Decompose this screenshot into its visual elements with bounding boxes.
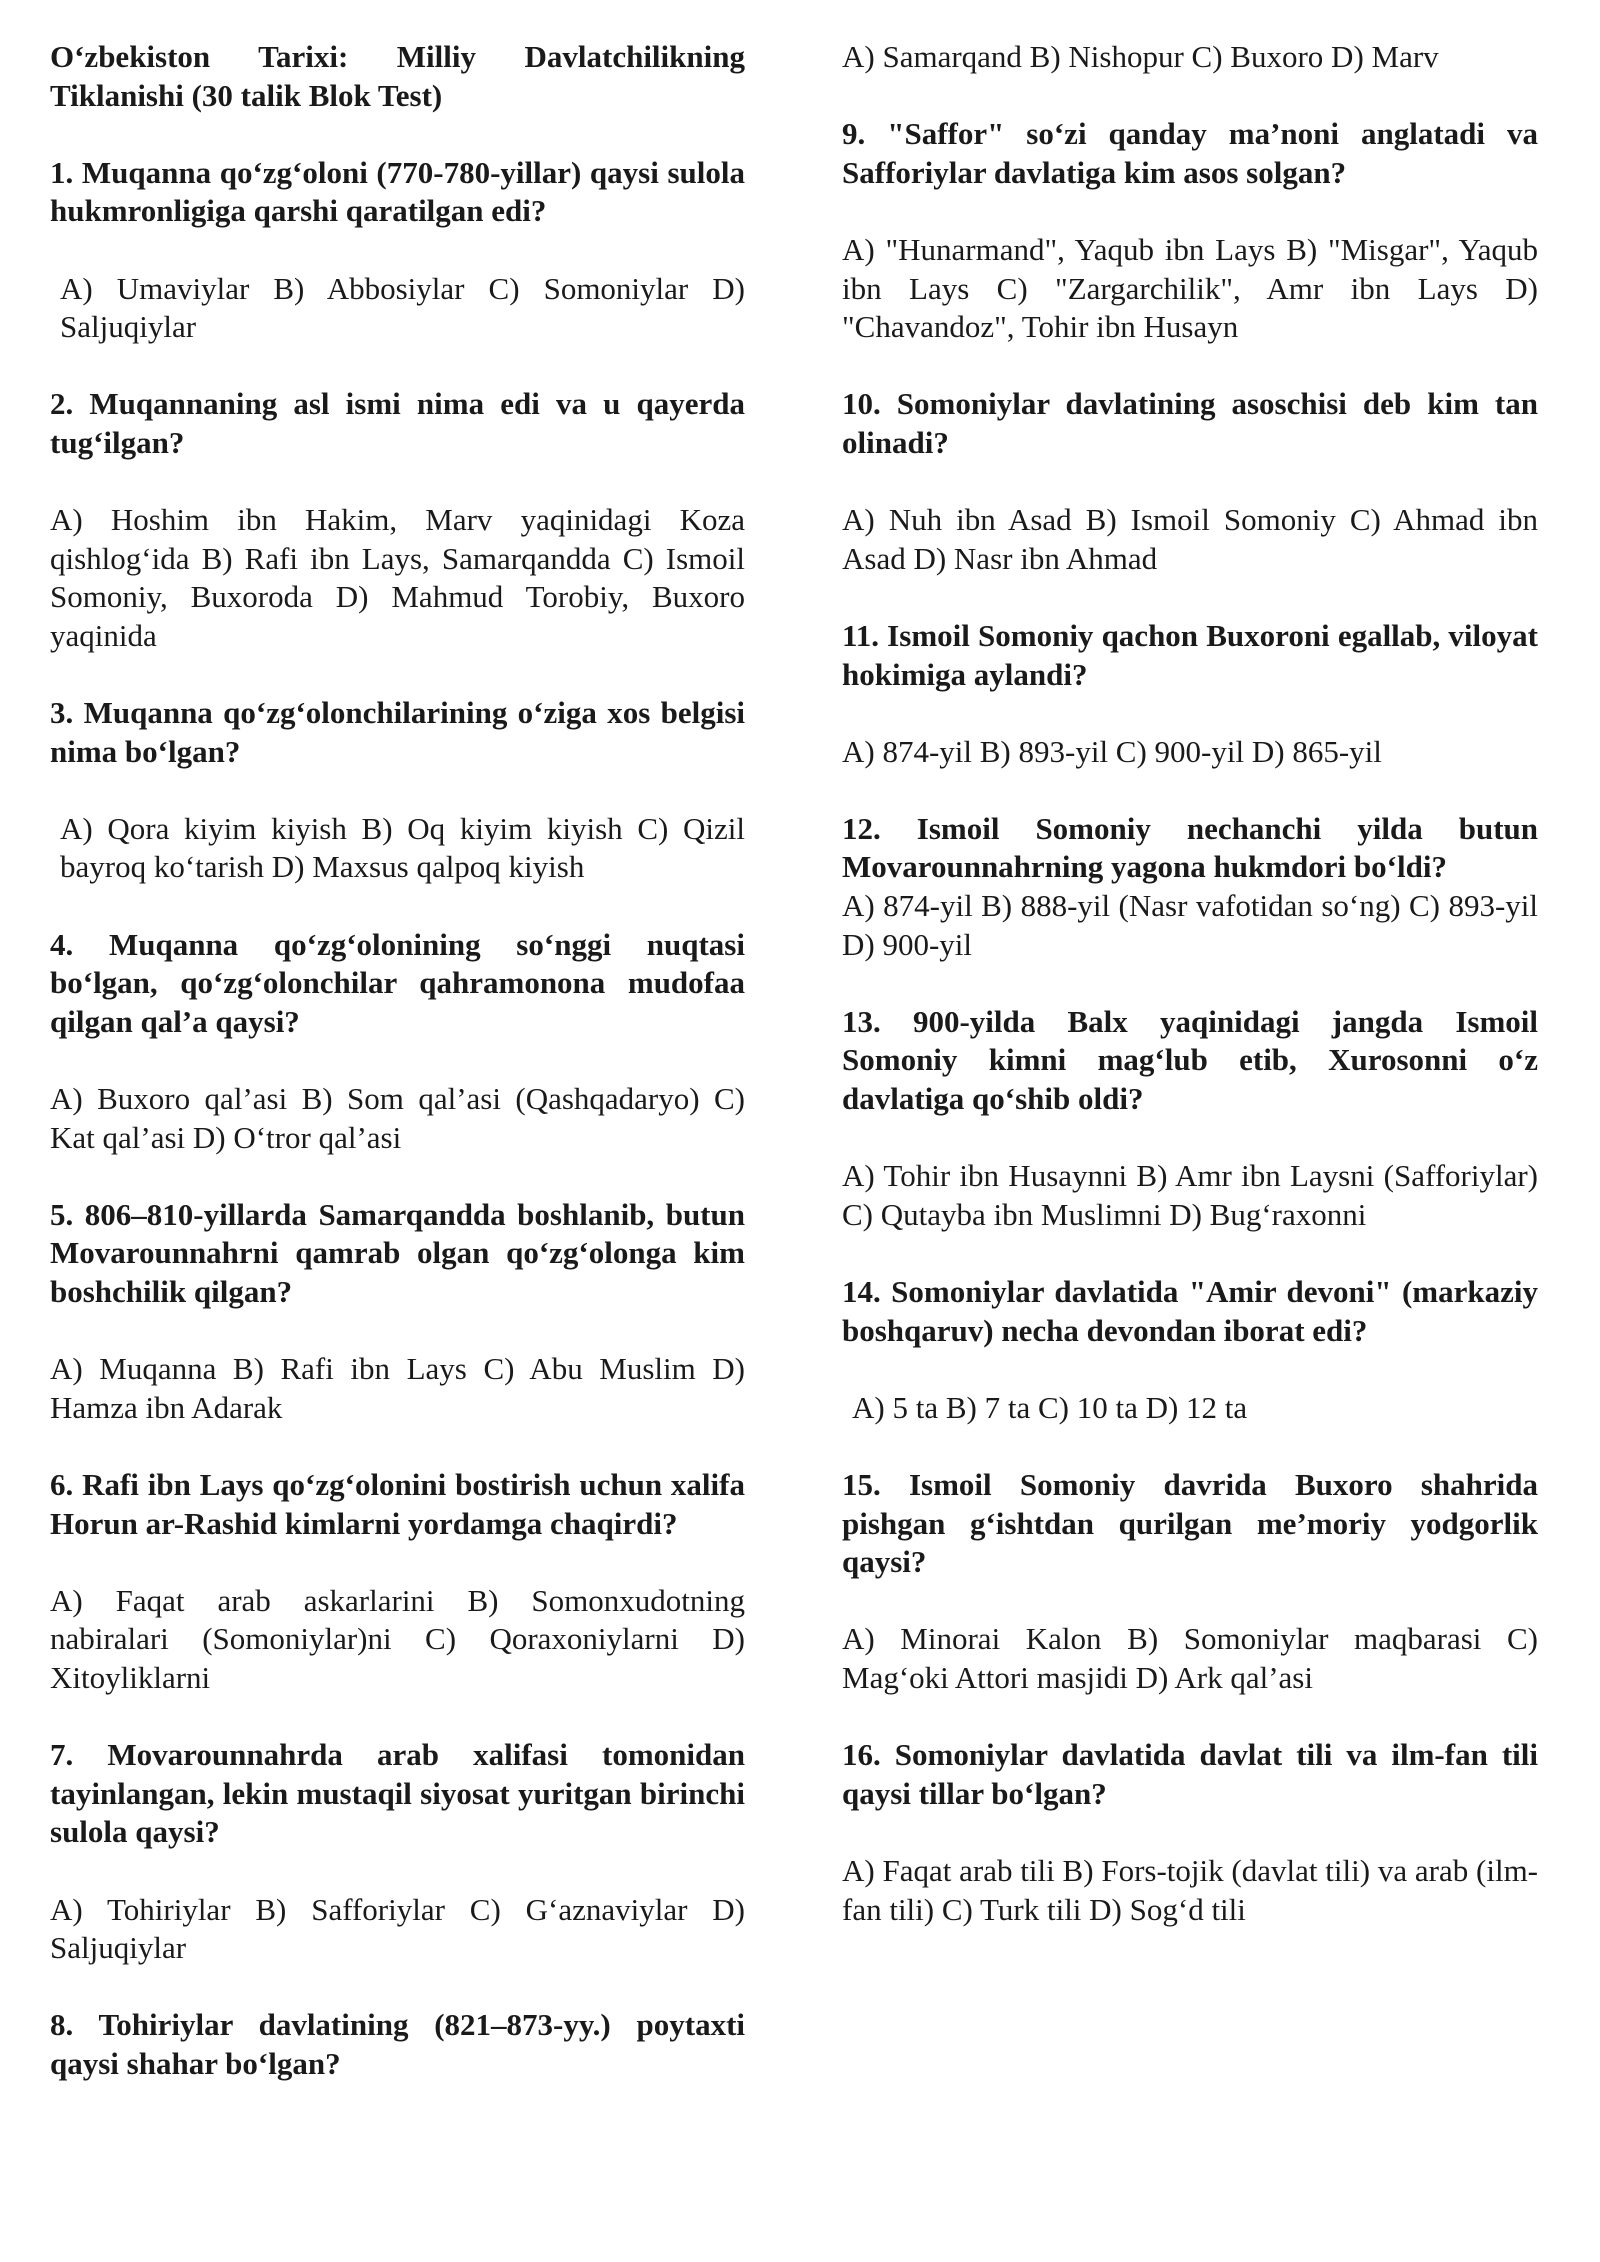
question-14: 14. Somoniylar davlatida "Amir devoni" (markaziy boshqaruv) necha devondan iborat edi? — [842, 1274, 1538, 1348]
left-column — [50, 38, 745, 2122]
options-7: A) Tohiriylar B) Safforiylar C) G‘aznaviylar D) Saljuqiylar — [50, 1891, 745, 1966]
document-title: O‘zbekiston Tarixi: Milliy Davlatchilikning Tiklanishi (30 talik Blok Test) — [50, 39, 745, 113]
options-12: A) 874-yil B) 888-yil (Nasr vafotidan so‘ng) C) 893-yil D) 900-yil — [842, 888, 1538, 962]
question-6: 6. Rafi ibn Lays qo‘zg‘olonini bostirish uchun xalifa Horun ar-Rashid kimlarni yordamga chaqirdi? — [50, 1466, 745, 1541]
question-9: 9. "Saffor" so‘zi qanday ma’noni anglatadi va Safforiylar davlatiga kim asos solgan? — [842, 116, 1538, 190]
options-9: A) "Hunarmand", Yaqub ibn Lays B) "Misgar", Yaqub ibn Lays C) "Zargarchilik", Amr ibn Lays D) "Chavandoz", Tohir ibn Husayn — [842, 231, 1538, 345]
options-1: A) Umaviylar B) Abbosiylar C) Somoniylar D) Saljuqiylar — [60, 270, 745, 345]
question-13: 13. 900-yilda Balx yaqinidagi jangda Ismoil Somoniy kimni mag‘lub etib, Xurosonni o‘z davlatiga qo‘shib oldi? — [842, 1003, 1538, 1117]
options-5: A) Muqanna B) Rafi ibn Lays C) Abu Muslim D) Hamza ibn Adarak — [50, 1351, 745, 1425]
question-8: 8. Tohiriylar davlatining (821–873-yy.) poytaxti qaysi shahar bo‘lgan? — [50, 2007, 745, 2081]
options-13: A) Tohir ibn Husaynni B) Amr ibn Laysni (Safforiylar) C) Qutayba ibn Muslimni D) Bug‘raxonni — [842, 1158, 1538, 1232]
options-4: A) Buxoro qal’asi B) Som qal’asi (Qashqadaryo) C) Kat qal’asi D) O‘tror qal’asi — [50, 1081, 745, 1155]
question-4: 4. Muqanna qo‘zg‘olonining so‘nggi nuqtasi bo‘lgan, qo‘zg‘olonchilar qahramonona mudofaa qilgan qal’a qaysi? — [50, 926, 745, 1039]
question-1: 1. Muqanna qo‘zg‘oloni (770-780-yillar) qaysi sulola hukmronligiga qarshi qaratilgan edi? — [50, 154, 745, 229]
options-14: A) 5 ta B) 7 ta C) 10 ta D) 12 ta — [852, 1389, 1248, 1425]
question-10: 10. Somoniylar davlatining asoschisi deb kim tan olinadi? — [842, 386, 1538, 460]
question-2: 2. Muqannaning asl ismi nima edi va u qayerda tug‘ilgan? — [50, 386, 745, 460]
options-3: A) Qora kiyim kiyish B) Oq kiyim kiyish C) Qizil bayroq ko‘tarish D) Maxsus qalpoq kiyish — [60, 810, 745, 885]
options-6: A) Faqat arab askarlarini B) Somonxudotning nabiralari (Somoniylar)ni C) Qoraxoniylarni D) Xitoyliklarni — [50, 1582, 745, 1695]
options-16: A) Faqat arab tili B) Fors-tojik (davlat tili) va arab (ilm-fan tili) C) Turk tili D) Sog‘d tili — [842, 1852, 1538, 1927]
question-3: 3. Muqanna qo‘zg‘olonchilarining o‘ziga xos belgisi nima bo‘lgan? — [50, 695, 745, 769]
question-5: 5. 806–810-yillarda Samarqandda boshlanib, butun Movarounnahrni qamrab olgan qo‘zg‘olonga kim boshchilik qilgan? — [50, 1196, 745, 1309]
question-16: 16. Somoniylar davlatida davlat tili va ilm-fan tili qaysi tillar bo‘lgan? — [842, 1737, 1538, 1811]
question-7: 7. Movarounnahrda arab xalifasi tomonidan tayinlangan, lekin mustaqil siyosat yuritgan birinchi sulola qaysi? — [50, 1737, 745, 1850]
options-10: A) Nuh ibn Asad B) Ismoil Somoniy C) Ahmad ibn Asad D) Nasr ibn Ahmad — [842, 502, 1538, 576]
options-15: A) Minorai Kalon B) Somoniylar maqbarasi C) Mag‘oki Attori masjidi D) Ark qal’asi — [842, 1621, 1538, 1695]
question-15: 15. Ismoil Somoniy davrida Buxoro shahrida pishgan g‘ishtdan qurilgan me’moriy yodgorlik qaysi? — [842, 1466, 1538, 1580]
question-11: 11. Ismoil Somoniy qachon Buxoroni egallab, viloyat hokimiga aylandi? — [842, 617, 1538, 692]
options-11: A) 874-yil B) 893-yil C) 900-yil D) 865-yil — [842, 733, 1382, 769]
options-2: A) Hoshim ibn Hakim, Marv yaqinidagi Koza qishlog‘ida B) Rafi ibn Lays, Samarqandda C) Ismoil Somoniy, Buxoroda D) Mahmud Torobiy, Buxoro yaqinida — [50, 502, 745, 653]
right-column — [842, 38, 1538, 1968]
question-12: 12. Ismoil Somoniy nechanchi yilda butun Movarounnahrning yagona hukmdori bo‘ldi? — [842, 810, 1538, 885]
options-8: A) Samarqand B) Nishopur C) Buxoro D) Marv — [842, 39, 1439, 74]
